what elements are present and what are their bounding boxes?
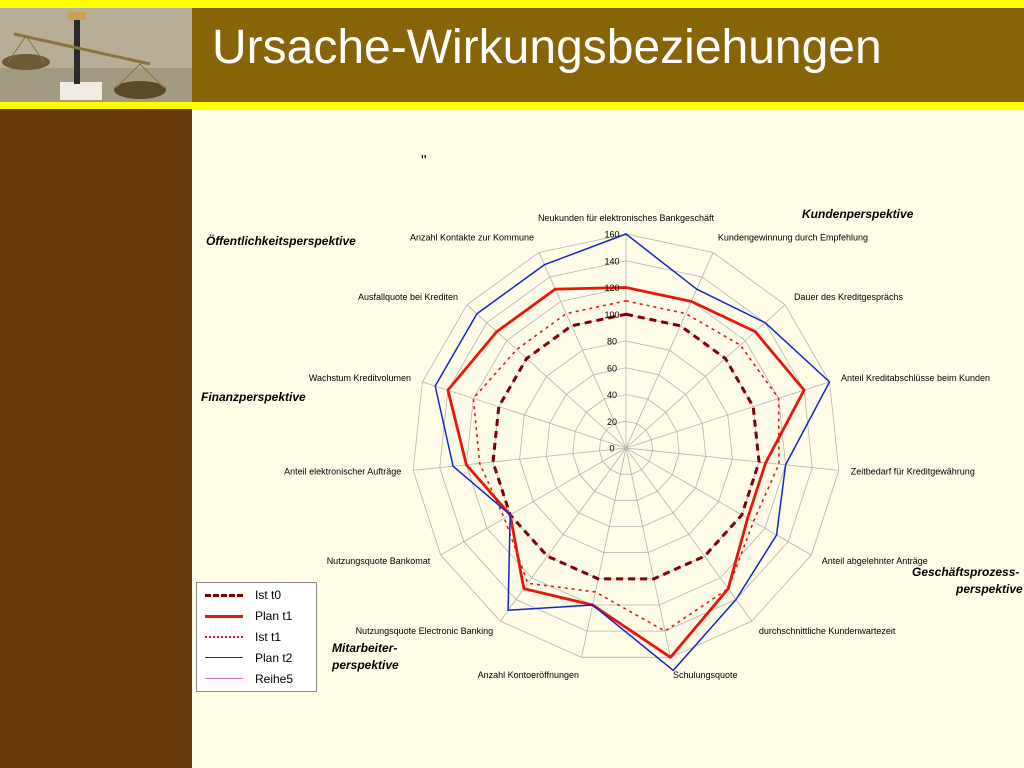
perspective-kunden: Kundenperspektive [802, 207, 914, 221]
legend-item [197, 627, 316, 647]
grid-spoke [626, 305, 785, 448]
grid-spoke [467, 305, 626, 448]
grid-spoke [500, 448, 626, 621]
tick-label: 120 [604, 283, 620, 293]
legend-label: Plan t2 [255, 651, 293, 665]
category-label: Anzahl Kontakte zur Kommune [409, 232, 535, 243]
category-label: Ausfallquote bei Krediten [357, 291, 459, 302]
tick-label: 20 [606, 416, 618, 427]
category-label: Zeitbedarf für Kreditgewährung [850, 466, 975, 477]
tick-label: 140 [604, 256, 620, 267]
legend-label: Reihe5 [255, 672, 294, 686]
category-label: Dauer des Kreditgesprächs [793, 291, 904, 302]
header-bottom-line [0, 102, 1024, 109]
quote-mark: " [421, 153, 427, 170]
radar-labels [284, 213, 990, 680]
legend-item [197, 585, 316, 605]
legend-label: Ist t0 [255, 588, 282, 602]
legend-swatch [205, 678, 243, 679]
legend-label: Plan t1 [255, 609, 293, 623]
chart-legend [196, 582, 317, 692]
tick-label: 60 [606, 363, 618, 374]
legend-swatch [205, 657, 243, 658]
perspective-mitarbeiter-1: Mitarbeiter- [332, 641, 398, 655]
legend-item [197, 606, 316, 626]
legend-swatch [205, 636, 243, 638]
perspective-mitarbeiter-2: perspektive [332, 658, 399, 672]
grid-spoke [626, 448, 811, 555]
legend-swatch [205, 594, 243, 597]
scales-of-justice-image [0, 8, 192, 102]
scales-icon [0, 8, 192, 102]
perspective-geschaeft-1: Geschäftsprozess- [912, 565, 1020, 579]
page-title: Ursache-Wirkungsbeziehungen [212, 21, 882, 74]
category-label: Anteil Kreditabschlüsse beim Kunden [840, 373, 991, 384]
tick-label: 80 [606, 336, 618, 347]
category-label: Schulungsquote [672, 670, 738, 681]
perspective-geschaeft-2: perspektive [956, 582, 1023, 596]
category-label: Nutzungsquote Electronic Banking [355, 625, 494, 636]
category-label: Kundengewinnung durch Empfehlung [717, 232, 869, 243]
category-label: Anteil abgelehnter Anträge [821, 556, 928, 566]
perspective-oeffentlichkeit: Öffentlichkeitsperspektive [206, 234, 356, 248]
category-label: durchschnittliche Kundenwartezeit [758, 625, 896, 636]
tick-label: 100 [604, 309, 620, 320]
grid-spoke [413, 448, 626, 470]
legend-swatch [205, 615, 243, 618]
grid-spoke [626, 448, 752, 621]
category-label: Anzahl Kontoeröffnungen [477, 670, 580, 681]
category-label: Anteil elektronischer Aufträge [284, 466, 402, 477]
header-top-line [0, 0, 1024, 8]
tick-label: 0 [609, 443, 615, 454]
legend-item [197, 648, 316, 668]
legend-item [197, 669, 316, 689]
category-label: Wachstum Kreditvolumen [308, 373, 412, 384]
tick-label: 40 [606, 390, 618, 400]
chart-area [192, 109, 1024, 768]
category-label: Nutzungsquote Bankomat [326, 556, 431, 566]
tick-label: 160 [604, 229, 620, 240]
sidebar-panel [0, 109, 192, 768]
legend-label: Ist t1 [255, 630, 282, 644]
category-label: Neukunden für elektronisches Bankgeschäft [537, 213, 715, 223]
grid-spoke [626, 448, 839, 470]
perspective-finanz: Finanzperspektive [201, 390, 306, 404]
